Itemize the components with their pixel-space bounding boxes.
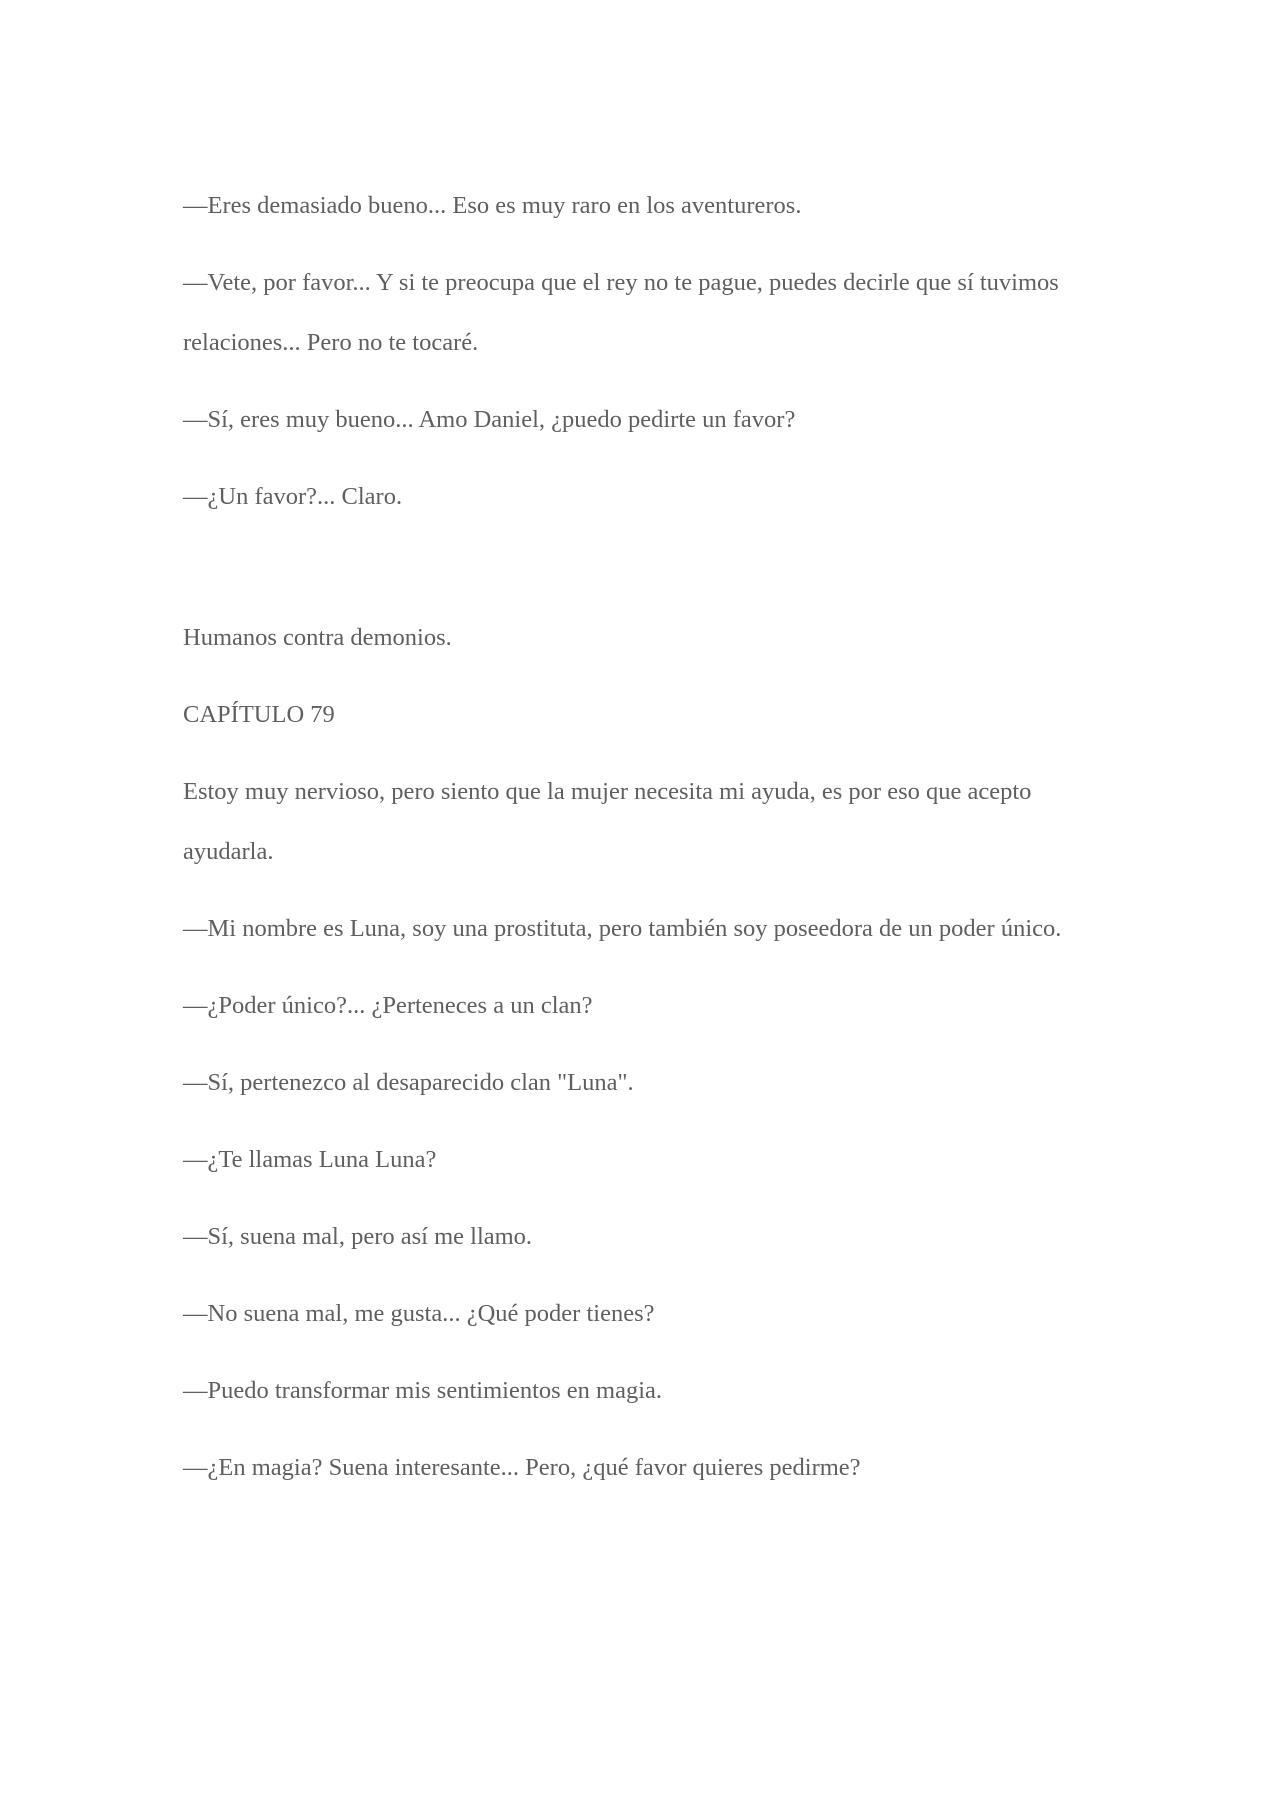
book-title: Humanos contra demonios. bbox=[183, 624, 452, 651]
dialogue-paragraph: —Puedo transformar mis sentimientos en magia. bbox=[183, 1377, 663, 1404]
dialogue-paragraph: —Eres demasiado bueno... Eso es muy raro en los aventureros. bbox=[183, 192, 802, 219]
dialogue-paragraph: —Sí, suena mal, pero así me llamo. bbox=[183, 1223, 533, 1250]
dialogue-paragraph: —Mi nombre es Luna, soy una prostituta, pero también soy poseedora de un poder único. bbox=[183, 915, 1062, 942]
dialogue-paragraph: —No suena mal, me gusta... ¿Qué poder tienes? bbox=[183, 1300, 655, 1327]
document-body bbox=[183, 176, 1103, 1515]
dialogue-paragraph: —Sí, eres muy bueno... Amo Daniel, ¿puedo pedirte un favor? bbox=[183, 406, 796, 433]
chapter-heading: CAPÍTULO 79 bbox=[183, 701, 335, 728]
dialogue-paragraph: —¿Poder único?... ¿Perteneces a un clan? bbox=[183, 992, 593, 1019]
dialogue-paragraph: —¿Te llamas Luna Luna? bbox=[183, 1146, 437, 1173]
section-break bbox=[183, 544, 1103, 608]
dialogue-paragraph: —Sí, pertenezco al desaparecido clan "Luna". bbox=[183, 1069, 634, 1096]
dialogue-paragraph: —Vete, por favor... Y si te preocupa que el rey no te pague, puedes decirle que sí tuvimos relaciones... Pero no te tocaré. bbox=[183, 269, 1059, 356]
dialogue-paragraph: —¿Un favor?... Claro. bbox=[183, 483, 403, 510]
dialogue-paragraph: —¿En magia? Suena interesante... Pero, ¿qué favor quieres pedirme? bbox=[183, 1454, 861, 1481]
narration-paragraph: Estoy muy nervioso, pero siento que la mujer necesita mi ayuda, es por eso que acepto ayudarla. bbox=[183, 778, 1032, 865]
